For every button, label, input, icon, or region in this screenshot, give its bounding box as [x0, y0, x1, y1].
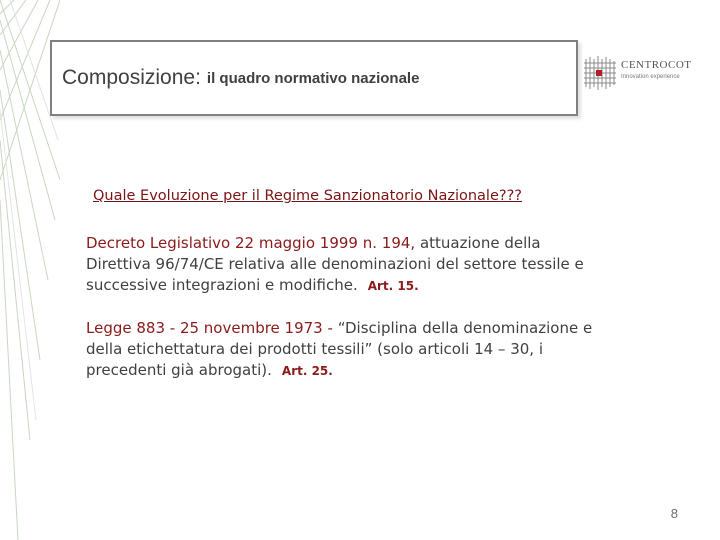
article-reference: Art. 15. [367, 279, 419, 293]
paragraph-body: “Disciplina della denominazione e della etichettatura dei prodotti tessili” (solo articoli 14 – 30, i precedenti già abrogati). [86, 319, 593, 379]
paragraph-lead: Decreto Legislativo 22 maggio 1999 n. 194, [86, 234, 416, 252]
page-number: 8 [670, 506, 678, 521]
title-box [50, 40, 578, 116]
logo-name: CENTROCOT [621, 59, 692, 71]
logo-tagline: Innovation experience [621, 74, 680, 80]
question-marks: ??? [498, 188, 522, 204]
paragraph-legge [86, 318, 606, 382]
paragraph-body: attuazione della Direttiva 96/74/CE relativa alle denominazioni del settore tessile e successive integrazioni e modifiche. [86, 234, 584, 294]
slide-subtitle: il quadro normativo nazionale [206, 69, 420, 87]
article-reference: Art. 25. [281, 364, 333, 378]
slide-title: Composizione: [62, 66, 201, 89]
question-text: Quale Evoluzione per il Regime Sanzionatorio Nazionale [93, 188, 499, 204]
grid-logo-icon [583, 55, 618, 91]
paragraph-decreto [86, 233, 606, 297]
paragraph-lead: Legge 883 - 25 novembre 1973 - [86, 319, 333, 337]
question-heading [93, 188, 522, 204]
centrocot-logo [583, 55, 693, 91]
